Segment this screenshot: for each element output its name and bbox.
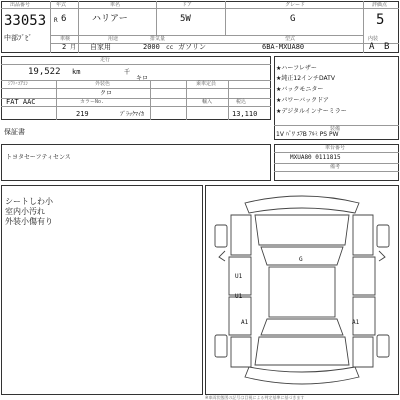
- interior-header: 内装: [368, 36, 379, 42]
- score-value: 5: [376, 12, 385, 28]
- option-item: ★デジタルインナーミラー: [276, 108, 347, 115]
- mileage-value: 19,522: [28, 67, 61, 77]
- grade-header: グレード: [285, 2, 306, 8]
- color-number: 219: [76, 110, 89, 118]
- model-header: 車名: [110, 2, 121, 8]
- mileage-unit: km: [72, 68, 81, 76]
- option-item: ★純正12インチDATV: [276, 75, 335, 82]
- car-diagram: [205, 185, 399, 395]
- chassis-number: MXUA80 0111815: [290, 154, 341, 161]
- diagram-mark: A1: [241, 319, 249, 326]
- cc-header: 排気量: [150, 36, 166, 42]
- interior-grade: A: [369, 42, 375, 52]
- option-item: ★バックモニター: [276, 86, 324, 93]
- warranty-label: 保証書: [4, 128, 25, 136]
- lot-number: 33053: [4, 13, 47, 29]
- cc-unit: cc: [166, 44, 174, 51]
- chassis-header: 車台番号: [325, 145, 346, 151]
- color-number-header: カラーNo.: [80, 99, 105, 105]
- comment-line: 外装小傷有り: [5, 217, 53, 226]
- shaken-header: 車検: [60, 36, 71, 42]
- fuel-value: ガソリン: [178, 43, 206, 51]
- mileage-kana-1: 千: [124, 69, 131, 76]
- diagram-mark: G: [299, 256, 303, 263]
- footer-note: ※車両状態図の記号は目視による判定基準に基づきます: [205, 395, 305, 400]
- year-header: 年式: [56, 2, 67, 8]
- color-value: クロ: [100, 90, 113, 97]
- usage-value: 自家用: [90, 43, 111, 51]
- model-name: ハリアー: [92, 14, 128, 24]
- lot-number-header: 出品番号: [10, 2, 31, 8]
- option-item: ★パワーバックドア: [276, 97, 329, 104]
- grade-value: G: [290, 14, 296, 24]
- usage-header: 用途: [108, 36, 119, 42]
- shift-value: FAT AAC: [6, 98, 36, 106]
- mileage-header: 走行: [100, 57, 111, 63]
- equipment-line: 1V ﾊﾟﾜ ｴｱB ｱﾙﾐ PS PW: [276, 131, 339, 138]
- cc-value: 2000: [143, 43, 160, 51]
- price-value: 13,110: [232, 110, 258, 118]
- diagram-mark: U1: [235, 273, 243, 280]
- chassis-sub-header: 備考: [330, 164, 341, 170]
- diagram-mark: U1: [235, 293, 243, 300]
- color-header: 外装色: [95, 81, 111, 87]
- score-header: 評価点: [372, 2, 388, 8]
- door-count: 5W: [180, 14, 191, 24]
- notes-section: [1, 144, 271, 181]
- shift-header: ｼﾌﾄ･ｴｱｺﾝ: [8, 81, 29, 87]
- type-code: 6BA-MXUA80: [262, 43, 305, 51]
- doors-header: ドア: [182, 2, 192, 8]
- diagram-mark: A1: [352, 319, 360, 326]
- color-name: ﾌﾞﾗｯｸﾏｲｶ: [120, 111, 145, 118]
- mileage-kana-2: キロ: [136, 75, 149, 82]
- equipment-header: 装備: [330, 126, 341, 132]
- era-label: R: [54, 17, 58, 24]
- option-item: ★ハーフレザー: [276, 65, 317, 72]
- comment-line: 室内小汚れ: [5, 207, 45, 216]
- category-label: 中部ﾌﾞﾋﾞ: [4, 34, 32, 42]
- model-year: 6: [61, 14, 67, 24]
- shaken-value: 2: [62, 43, 67, 51]
- price-header: 税込: [236, 99, 247, 105]
- comment-line: シートしわ小: [5, 197, 53, 206]
- import-header: 輸入: [202, 99, 213, 105]
- exterior-grade: B: [384, 42, 390, 52]
- notes-line: トヨタセーフティセンス: [6, 154, 71, 161]
- shaken-unit: 月: [70, 44, 77, 51]
- type-header: 型式: [285, 36, 296, 42]
- capacity-header: 乗車定員: [196, 81, 217, 87]
